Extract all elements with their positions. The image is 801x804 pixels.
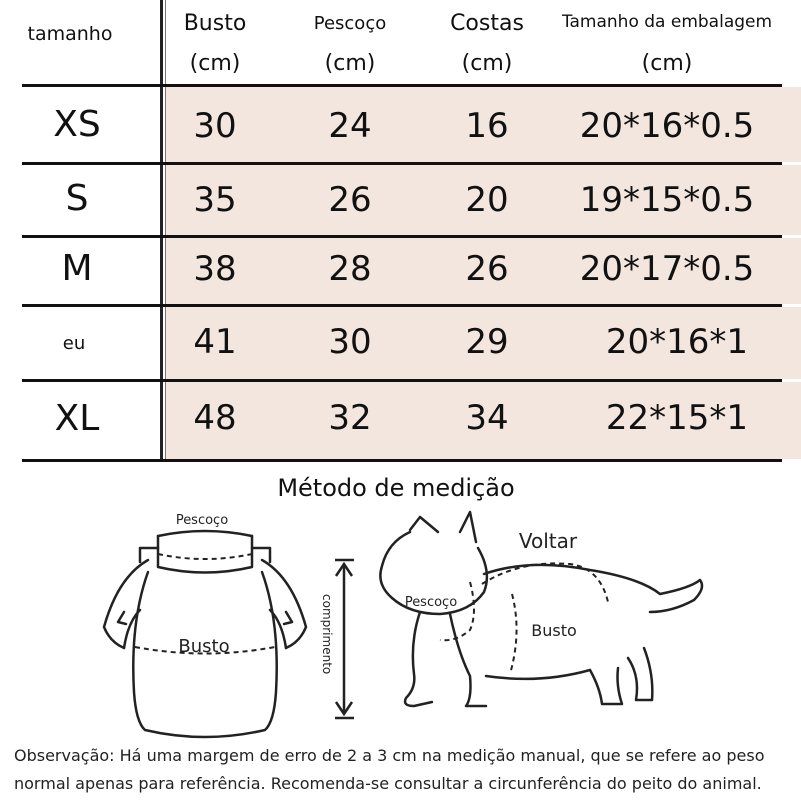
shirt-neck-label: Pescoço [175, 513, 229, 528]
cell-embalagem: 20*17*0.5 [579, 249, 755, 289]
size-table [22, 0, 782, 462]
cell-pescoco: 24 [328, 106, 372, 146]
length-label: comprimento [320, 594, 334, 675]
cell-pescoco: 26 [328, 180, 372, 220]
cat-bust-label: Busto [531, 621, 577, 640]
method-title: Método de medição [277, 474, 515, 502]
row-divider [22, 379, 782, 382]
shirt-bust-label: Busto [178, 636, 230, 657]
size-label: XL [54, 398, 100, 439]
header-embalagem: Tamanho da embalagem [561, 12, 773, 32]
size-label: M [61, 248, 93, 289]
cat-bust-line [510, 594, 517, 674]
header-embalagem-unit: (cm) [641, 51, 693, 76]
observation-note [14, 742, 794, 798]
cell-embalagem: 20*16*1 [605, 322, 749, 362]
header-costas-unit: (cm) [461, 51, 513, 76]
cell-costas: 29 [465, 322, 509, 362]
header-size: tamanho [27, 23, 113, 45]
cell-pescoco: 28 [328, 249, 372, 289]
row-divider [22, 235, 782, 238]
cell-costas: 34 [465, 398, 509, 438]
header-pescoco: Pescoço [313, 13, 387, 34]
note-line-1: Observação: Há uma margem de erro de 2 a 3 cm na medição manual, que se refere ao peso [14, 746, 765, 765]
note-line-2: normal apenas para referência. Recomenda-se consultar a circunferência do peito do animal. [14, 774, 762, 793]
size-label: XS [53, 104, 101, 145]
shirt-outline-icon [104, 531, 306, 737]
cell-busto: 48 [193, 398, 237, 438]
cell-costas: 16 [465, 106, 509, 146]
cell-embalagem: 20*16*0.5 [579, 106, 755, 146]
cell-busto: 30 [193, 106, 237, 146]
cell-costas: 20 [465, 180, 509, 220]
shirt-neck-line [158, 554, 252, 559]
header-busto-unit: (cm) [189, 51, 241, 76]
row-divider [22, 162, 782, 165]
cell-pescoco: 30 [328, 322, 372, 362]
cat-back-label: Voltar [518, 529, 578, 553]
cell-costas: 26 [465, 249, 509, 289]
cell-busto: 38 [193, 249, 237, 289]
size-label: eu [62, 333, 86, 354]
cell-embalagem: 19*15*0.5 [579, 180, 755, 220]
row-divider [22, 84, 782, 87]
cell-embalagem: 22*15*1 [605, 398, 749, 438]
size-label: S [65, 178, 89, 219]
cell-pescoco: 32 [328, 398, 372, 438]
header-pescoco-unit: (cm) [324, 51, 376, 76]
header-busto: Busto [183, 11, 247, 36]
length-arrow-icon [335, 560, 354, 718]
cell-busto: 41 [193, 322, 237, 362]
cat-neck-label: Pescoço [404, 595, 458, 610]
cell-busto: 35 [193, 180, 237, 220]
row-divider [22, 304, 782, 307]
header-costas: Costas [450, 11, 524, 36]
